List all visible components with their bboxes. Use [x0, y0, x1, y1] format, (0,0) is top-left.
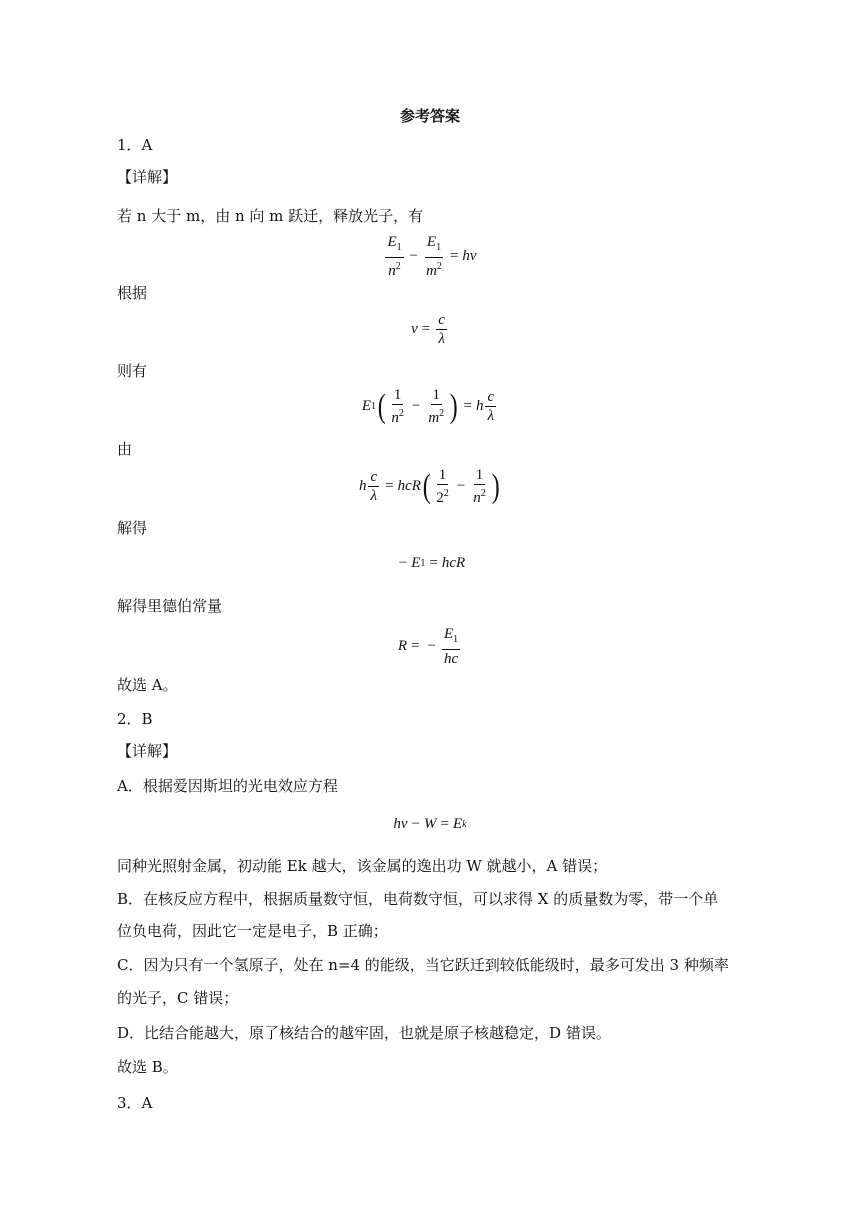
q1-text-1: 若 n 大于 m，由 n 向 m 跃迁，释放光子，有	[117, 207, 424, 225]
equation-6: R = − $\frac{E_1}{hc}$	[397, 626, 459, 667]
q1-detail-label: 【详解】	[117, 168, 178, 186]
q2-option-c-line-1: C．因为只有一个氢原子，处在 n=4 的能级，当它跃迁到较低能级时，最多可发出 3 种频率	[117, 956, 729, 974]
q1-text-6: 解得里德伯常量	[117, 597, 223, 615]
page-title: 参考答案	[399, 107, 460, 125]
equation-3: E 1 ( $\frac{1}{n^2}$ − $\frac{1}{m^2}$ ) = h $\frac{c}{\lambda}$	[361, 387, 495, 426]
equation-1: $\frac{E_1}{n^2}$ − $\frac{E_1}{m^2}$ = hν	[387, 234, 477, 279]
q2-answer: 2．B	[117, 710, 153, 728]
equation-4: h $\frac{c}{\lambda}$ = hcR ( $\frac{1}{2^2}$ − $\frac{1}{n^2}$ )	[358, 467, 500, 506]
equation-5: − E 1 = hcR	[398, 555, 466, 571]
q1-text-3: 则有	[117, 362, 148, 380]
q2-option-b-line-1: B．在核反应方程中，根据质量数守恒，电荷数守恒，可以求得 X 的质量数为零，带一个单	[117, 890, 719, 908]
q3-answer: 3．A	[117, 1094, 153, 1112]
equation-7: hν − W = E k	[393, 816, 467, 832]
q2-conclusion: 故选 B。	[117, 1058, 178, 1076]
q2-option-a-line-2: 同种光照射金属，初动能 Ek 越大，该金属的逸出功 W 就越小，A 错误；	[117, 857, 608, 875]
q2-option-a-line-1: A．根据爱因斯坦的光电效应方程	[117, 777, 338, 795]
q1-text-2: 根据	[117, 284, 148, 302]
q2-option-c-line-2: 的光子，C 错误；	[117, 989, 239, 1007]
q1-text-5: 解得	[117, 519, 148, 537]
q2-detail-label: 【详解】	[117, 742, 178, 760]
q1-answer: 1．A	[117, 136, 153, 154]
q1-conclusion: 故选 A。	[117, 676, 178, 694]
q1-text-4: 由	[117, 440, 133, 458]
q2-option-b-line-2: 位负电荷，因此它一定是电子，B 正确；	[117, 922, 388, 940]
q2-option-d: D．比结合能越大，原了核结合的越牢固，也就是原子核越稳定，D 错误。	[117, 1024, 611, 1042]
equation-2: ν = $\frac{c}{\lambda}$	[411, 312, 445, 347]
